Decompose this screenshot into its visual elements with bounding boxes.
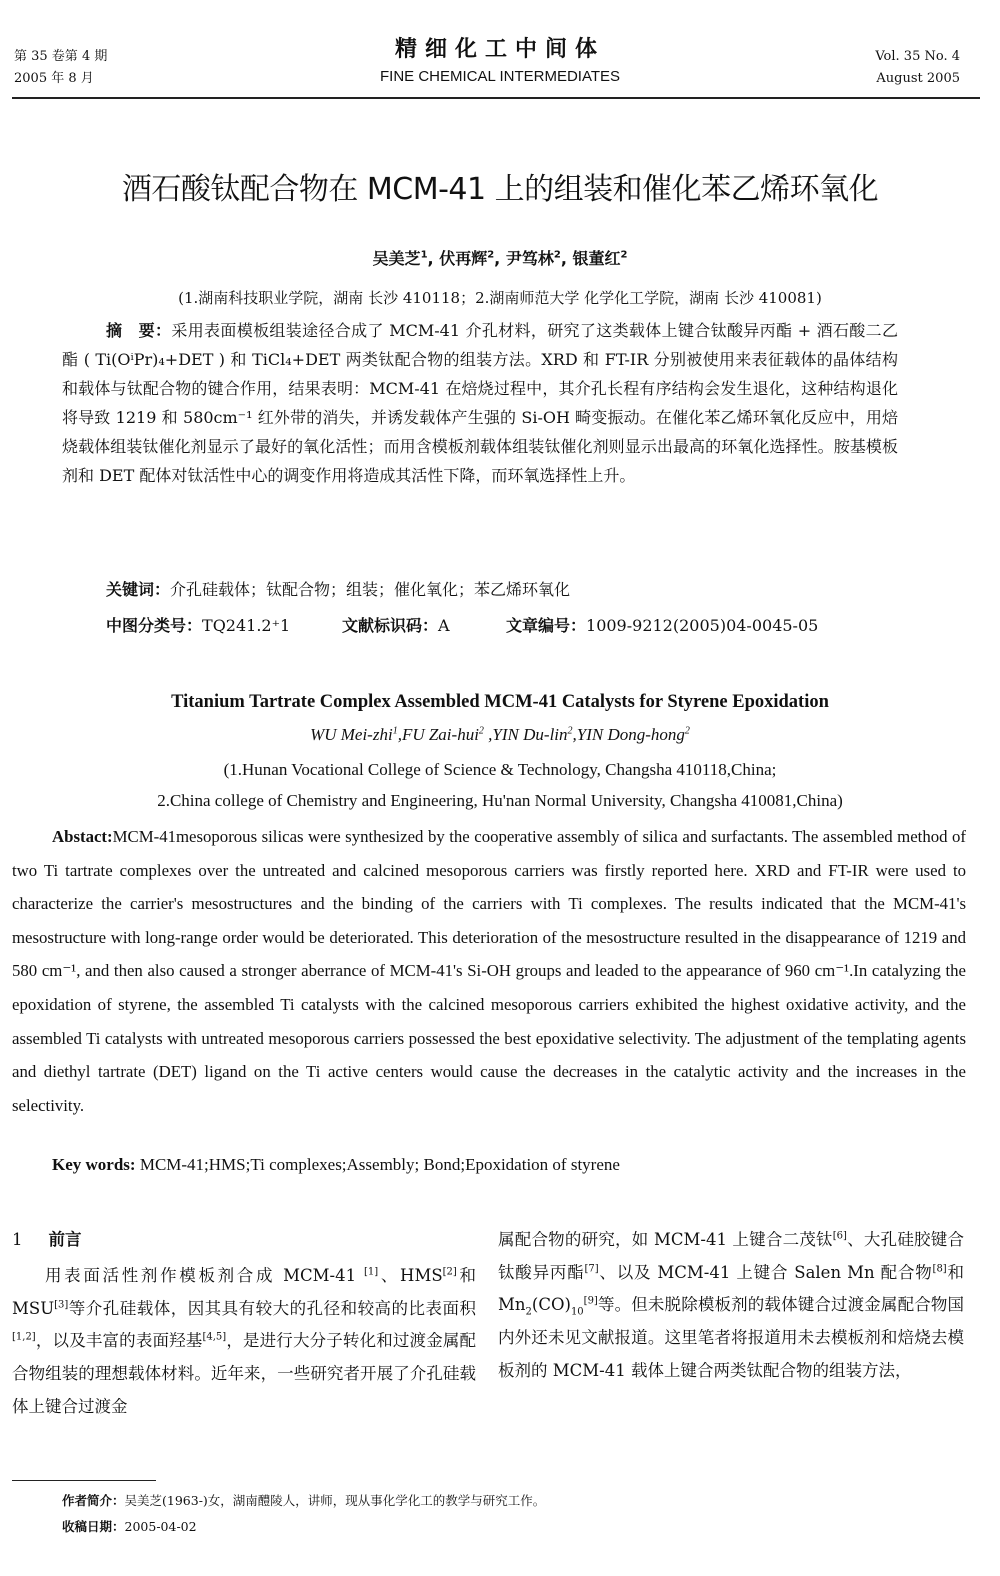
author-bio-label: 作者简介： bbox=[62, 1493, 125, 1508]
text-run: ，是进行大分子转化和过渡金属配合物组装的理想载体材料。近年来，一些研究者开展了介孔硅载体上键合过渡金 bbox=[12, 1331, 476, 1416]
artno-value: 1009-9212(2005)04-0045-05 bbox=[586, 616, 819, 635]
citation: [3] bbox=[54, 1299, 69, 1311]
text-run: 属配合物的研究，如 MCM-41 上键合二茂钛 bbox=[498, 1230, 833, 1249]
keywords-en-label: Key words: bbox=[52, 1155, 136, 1174]
abstract-en-label: Abstact: bbox=[52, 827, 113, 846]
subscript: 2 bbox=[525, 1306, 532, 1318]
article-title-en: Titanium Tartrate Complex Assembled MCM-41 Catalysts for Styrene Epoxidation bbox=[171, 692, 829, 712]
received-label: 收稿日期： bbox=[62, 1519, 125, 1534]
doc-label: 文献标识码： bbox=[342, 616, 439, 635]
class-label: 中图分类号： bbox=[106, 616, 203, 635]
author-en-4: YIN Dong-hong bbox=[576, 725, 685, 744]
volume-issue-cn: 第 35 卷第 4 期 bbox=[14, 49, 108, 64]
authors-en: WU Mei-zhi$^1$,FU Zai-hui$^2$ ,YIN Du-lin$^2$,YIN Dong-hong$^2$ bbox=[310, 725, 690, 744]
text-run: 等介孔硅载体，因其具有较大的孔径和较高的比表面积 bbox=[68, 1298, 476, 1318]
keywords-cn-label: 关键词： bbox=[106, 580, 171, 599]
abstract-cn-text: 采用表面模板组装途径合成了 MCM-41 介孔材料，研究了这类载体上键合钛酸异丙酯 + 酒石酸二乙酯 ( Ti(OⁱPr)₄+DET ) 和 TiCl₄+DET 两类钛配合物的组装方法。XRD 和 FT-IR 分别被使用来表征载体的晶体结构和载体与钛配合物的键合作用，结果表明：MCM-41 在焙烧过程中，其介孔长程有序结构会发生退化，这种结构退化将导致 1219 和 580cm⁻¹ 红外带的消失，并诱发载体产生强的 Si-OH 畸变振动。在催化苯乙烯环氧化反应中，用焙烧载体组装钛催化剂显示了最好的氧化活性；而用含模板剂载体组装钛催化剂则显示出最高的环氧化选择性。胺基模板剂和 DET 配体对钛活性中心的调变作用将造成其活性下降，而环氧选择性上升。 bbox=[62, 321, 898, 485]
citation: [1] bbox=[364, 1266, 379, 1278]
section-title: 前言 bbox=[48, 1230, 82, 1249]
body-column-right bbox=[498, 1224, 964, 1388]
author-3: 尹笃林 bbox=[505, 249, 554, 268]
intro-paragraph-continued bbox=[498, 1224, 964, 1388]
text-run: 、大孔硅胶键合钛酸异丙酯 bbox=[498, 1230, 964, 1282]
class-value: TQ241.2⁺1 bbox=[202, 616, 291, 635]
subscript: 10 bbox=[570, 1306, 584, 1318]
doc-value: A bbox=[438, 616, 450, 635]
affil-mark: 1 bbox=[392, 725, 398, 737]
intro-paragraph bbox=[12, 1260, 476, 1424]
journal-name-en: FINE CHEMICAL INTERMEDIATES bbox=[379, 68, 621, 85]
text-run: 、HMS bbox=[378, 1266, 443, 1285]
citation: [6] bbox=[832, 1230, 847, 1242]
author-4: 银董红 bbox=[572, 249, 621, 268]
author-bio bbox=[62, 1488, 545, 1514]
author-1: 吴美芝 bbox=[372, 249, 421, 268]
citation: [9] bbox=[583, 1295, 598, 1307]
affiliation-en-2: 2.China college of Chemistry and Engineering, Hu'nan Normal University, Changsha 410081,China) bbox=[157, 791, 843, 810]
affil-mark: 1 bbox=[420, 249, 428, 261]
journal-issue-en bbox=[875, 46, 960, 90]
citation: [7] bbox=[584, 1263, 599, 1275]
authors-cn: 吴美芝$^1$, 伏再辉$^2$, 尹笃林$^2$, 银董红$^2$ bbox=[372, 249, 628, 268]
section-number: 1 bbox=[12, 1230, 23, 1249]
keywords-cn-text: 介孔硅载体；钛配合物；组装；催化氧化；苯乙烯环氧化 bbox=[170, 580, 571, 599]
text-run: 、以及 MCM-41 上键合 Salen Mn 配合物 bbox=[598, 1262, 933, 1282]
text-run: 和 Mn bbox=[498, 1262, 965, 1315]
volume-issue-en: Vol. 35 No. 4 bbox=[875, 49, 960, 64]
citation: [1,2] bbox=[12, 1331, 36, 1343]
affiliation-cn: (1.湖南科技职业学院，湖南 长沙 410118；2.湖南师范大学 化学化工学院，湖南 长沙 410081) bbox=[178, 289, 822, 307]
text-run: 等。但未脱除模板剂的载体键合过渡金属配合物国内外还未见文献报道。这里笔者将报道用未去模板剂和焙烧去模板剂的 MCM-41 载体上键合两类钛配合物的组装方法， bbox=[498, 1295, 964, 1380]
author-en-3: YIN Du-lin bbox=[492, 725, 568, 744]
footnote-rule bbox=[12, 1480, 156, 1481]
affil-mark: 2 bbox=[567, 725, 573, 737]
abstract-en bbox=[12, 820, 966, 1122]
citation: [8] bbox=[932, 1263, 947, 1275]
author-2: 伏再辉 bbox=[439, 249, 488, 268]
keywords-en bbox=[52, 1150, 972, 1180]
affil-mark: 2 bbox=[478, 725, 484, 737]
body-column-left bbox=[12, 1224, 476, 1424]
citation: [2] bbox=[442, 1266, 457, 1278]
footnote bbox=[62, 1488, 545, 1540]
received-text: 2005-04-02 bbox=[124, 1519, 197, 1534]
text-run: (CO) bbox=[531, 1295, 571, 1315]
abstract-en-text: MCM-41mesoporous silicas were synthesized by the cooperative assembly of silica and surfactants. The assembled method of two Ti tartrate complexes over the untreated and calcined mesoporous carriers was firstly reported here. XRD and FT-IR were used to characterize the carrier's mesostructures and the binding of the carriers with Ti complexes. The results indicated that the MCM-41's mesostructure with long-range order would be deteriorated. This deterioration of the mesostructure resulted in the disappearance of 1219 and 580 cm⁻¹, and then also caused a stronger aberrance of MCM-41's Si-OH groups and leaded to the appearance of 960 cm⁻¹.In catalyzing the epoxidation of styrene, the assembled Ti catalysts with the calcined mesoporous carriers exhibited the highest oxidative activity, and the assembled Ti catalysts with untreated mesoporous carriers possessed the best epoxidative selectivity. The adjustment of the templating agents and diethyl tartrate (DET) ligand on the Ti active centers would cause the decreases in the catalytic activity and the increases in the selectivity. bbox=[12, 827, 966, 1115]
article-title-cn: 酒石酸钛配合物在 MCM-41 上的组装和催化苯乙烯环氧化 bbox=[121, 172, 879, 207]
author-bio-text: 吴美芝(1963-)女，湖南醴陵人，讲师，现从事化学化工的教学与研究工作。 bbox=[124, 1493, 546, 1508]
header-rule bbox=[12, 97, 980, 99]
date-cn: 2005 年 8 月 bbox=[14, 71, 94, 86]
keywords-cn bbox=[106, 576, 906, 604]
text-run: 用表面活性剂作模板剂合成 MCM-41 bbox=[45, 1266, 365, 1285]
classification-line bbox=[106, 612, 818, 640]
abstract-cn-label: 摘 要： bbox=[106, 321, 172, 340]
journal-name-cn: 精细化工中间体 bbox=[394, 37, 605, 62]
text-run: ，以及丰富的表面羟基 bbox=[35, 1331, 203, 1351]
keywords-en-text: MCM-41;HMS;Ti complexes;Assembly; Bond;Epoxidation of styrene bbox=[139, 1155, 620, 1174]
affil-mark: 2 bbox=[684, 725, 690, 737]
journal-name bbox=[0, 36, 1000, 88]
author-en-2: FU Zai-hui bbox=[401, 725, 479, 744]
text-run: 和 MSU bbox=[12, 1266, 476, 1318]
date-en: August 2005 bbox=[876, 71, 960, 86]
section-heading bbox=[12, 1224, 476, 1260]
citation: [4,5] bbox=[202, 1331, 227, 1343]
received-date bbox=[62, 1514, 545, 1540]
affiliation-en-1: (1.Hunan Vocational College of Science & Technology, Changsha 410118,China; bbox=[223, 760, 777, 779]
abstract-cn bbox=[62, 316, 898, 490]
affil-mark: 2 bbox=[553, 249, 561, 261]
affil-mark: 2 bbox=[620, 249, 628, 261]
affil-mark: 2 bbox=[487, 249, 495, 261]
author-en-1: WU Mei-zhi bbox=[310, 725, 393, 744]
artno-label: 文章编号： bbox=[506, 616, 587, 635]
